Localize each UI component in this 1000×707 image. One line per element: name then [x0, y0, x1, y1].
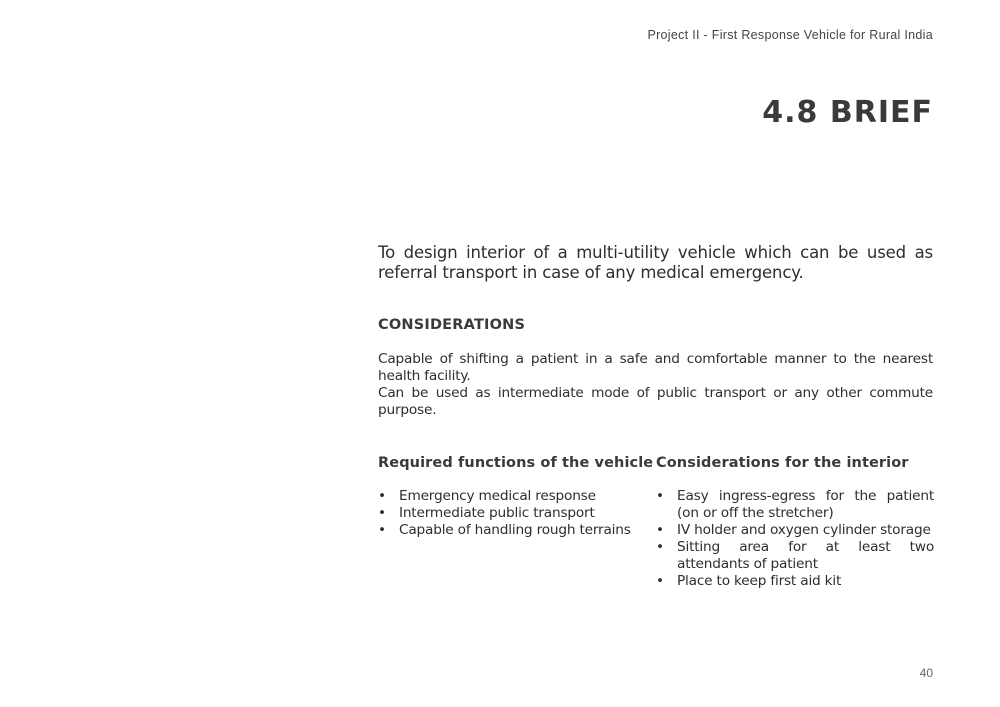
list-item-text: Emergency medical response — [399, 488, 596, 504]
bullet-icon: • — [378, 488, 386, 504]
bullet-icon: • — [378, 522, 386, 538]
list-item — [656, 539, 934, 573]
list-item-text: Intermediate public transport — [399, 505, 595, 521]
intro-text: To design interior of a multi-utility vehicle which can be used as referral transport in case of any medical emergency. — [378, 243, 933, 282]
page-title: 4.8 BRIEF — [762, 95, 933, 130]
list-item-text: IV holder and oxygen cylinder storage — [677, 522, 931, 538]
consideration-paragraph: Can be used as intermediate mode of public transport or any other commute purpose. — [378, 385, 933, 418]
list-item-text: Easy ingress-egress for the patient (on or off the stretcher) — [677, 488, 934, 521]
required-functions-heading: Required functions of the vehicle — [378, 455, 654, 471]
considerations-body — [378, 351, 933, 419]
list-item-text: Capable of handling rough terrains — [399, 522, 631, 538]
list-item — [378, 505, 640, 522]
brief-content — [378, 243, 933, 419]
interior-considerations-list — [656, 488, 934, 590]
list-item — [378, 522, 640, 539]
considerations-heading: CONSIDERATIONS — [378, 317, 526, 333]
list-item — [656, 573, 934, 590]
consideration-paragraph: Capable of shifting a patient in a safe and comfortable manner to the nearest health facility. — [378, 351, 933, 384]
project-header: Project II - First Response Vehicle for Rural India — [647, 28, 933, 42]
interior-considerations-heading: Considerations for the interior — [656, 455, 909, 471]
list-item-text: Sitting area for at least two attendants of patient — [677, 539, 934, 572]
interior-considerations-column — [656, 455, 934, 590]
bullet-icon: • — [656, 573, 664, 589]
bullet-icon: • — [656, 522, 664, 538]
two-column-lists — [378, 455, 934, 590]
required-functions-list — [378, 488, 640, 539]
bullet-icon: • — [656, 539, 664, 555]
bullet-icon: • — [378, 505, 386, 521]
bullet-icon: • — [656, 488, 664, 504]
list-item — [656, 488, 934, 522]
list-item — [656, 522, 934, 539]
list-item-text: Place to keep first aid kit — [677, 573, 842, 589]
list-item — [378, 488, 640, 505]
required-functions-column — [378, 455, 654, 590]
page-number: 40 — [919, 666, 933, 680]
